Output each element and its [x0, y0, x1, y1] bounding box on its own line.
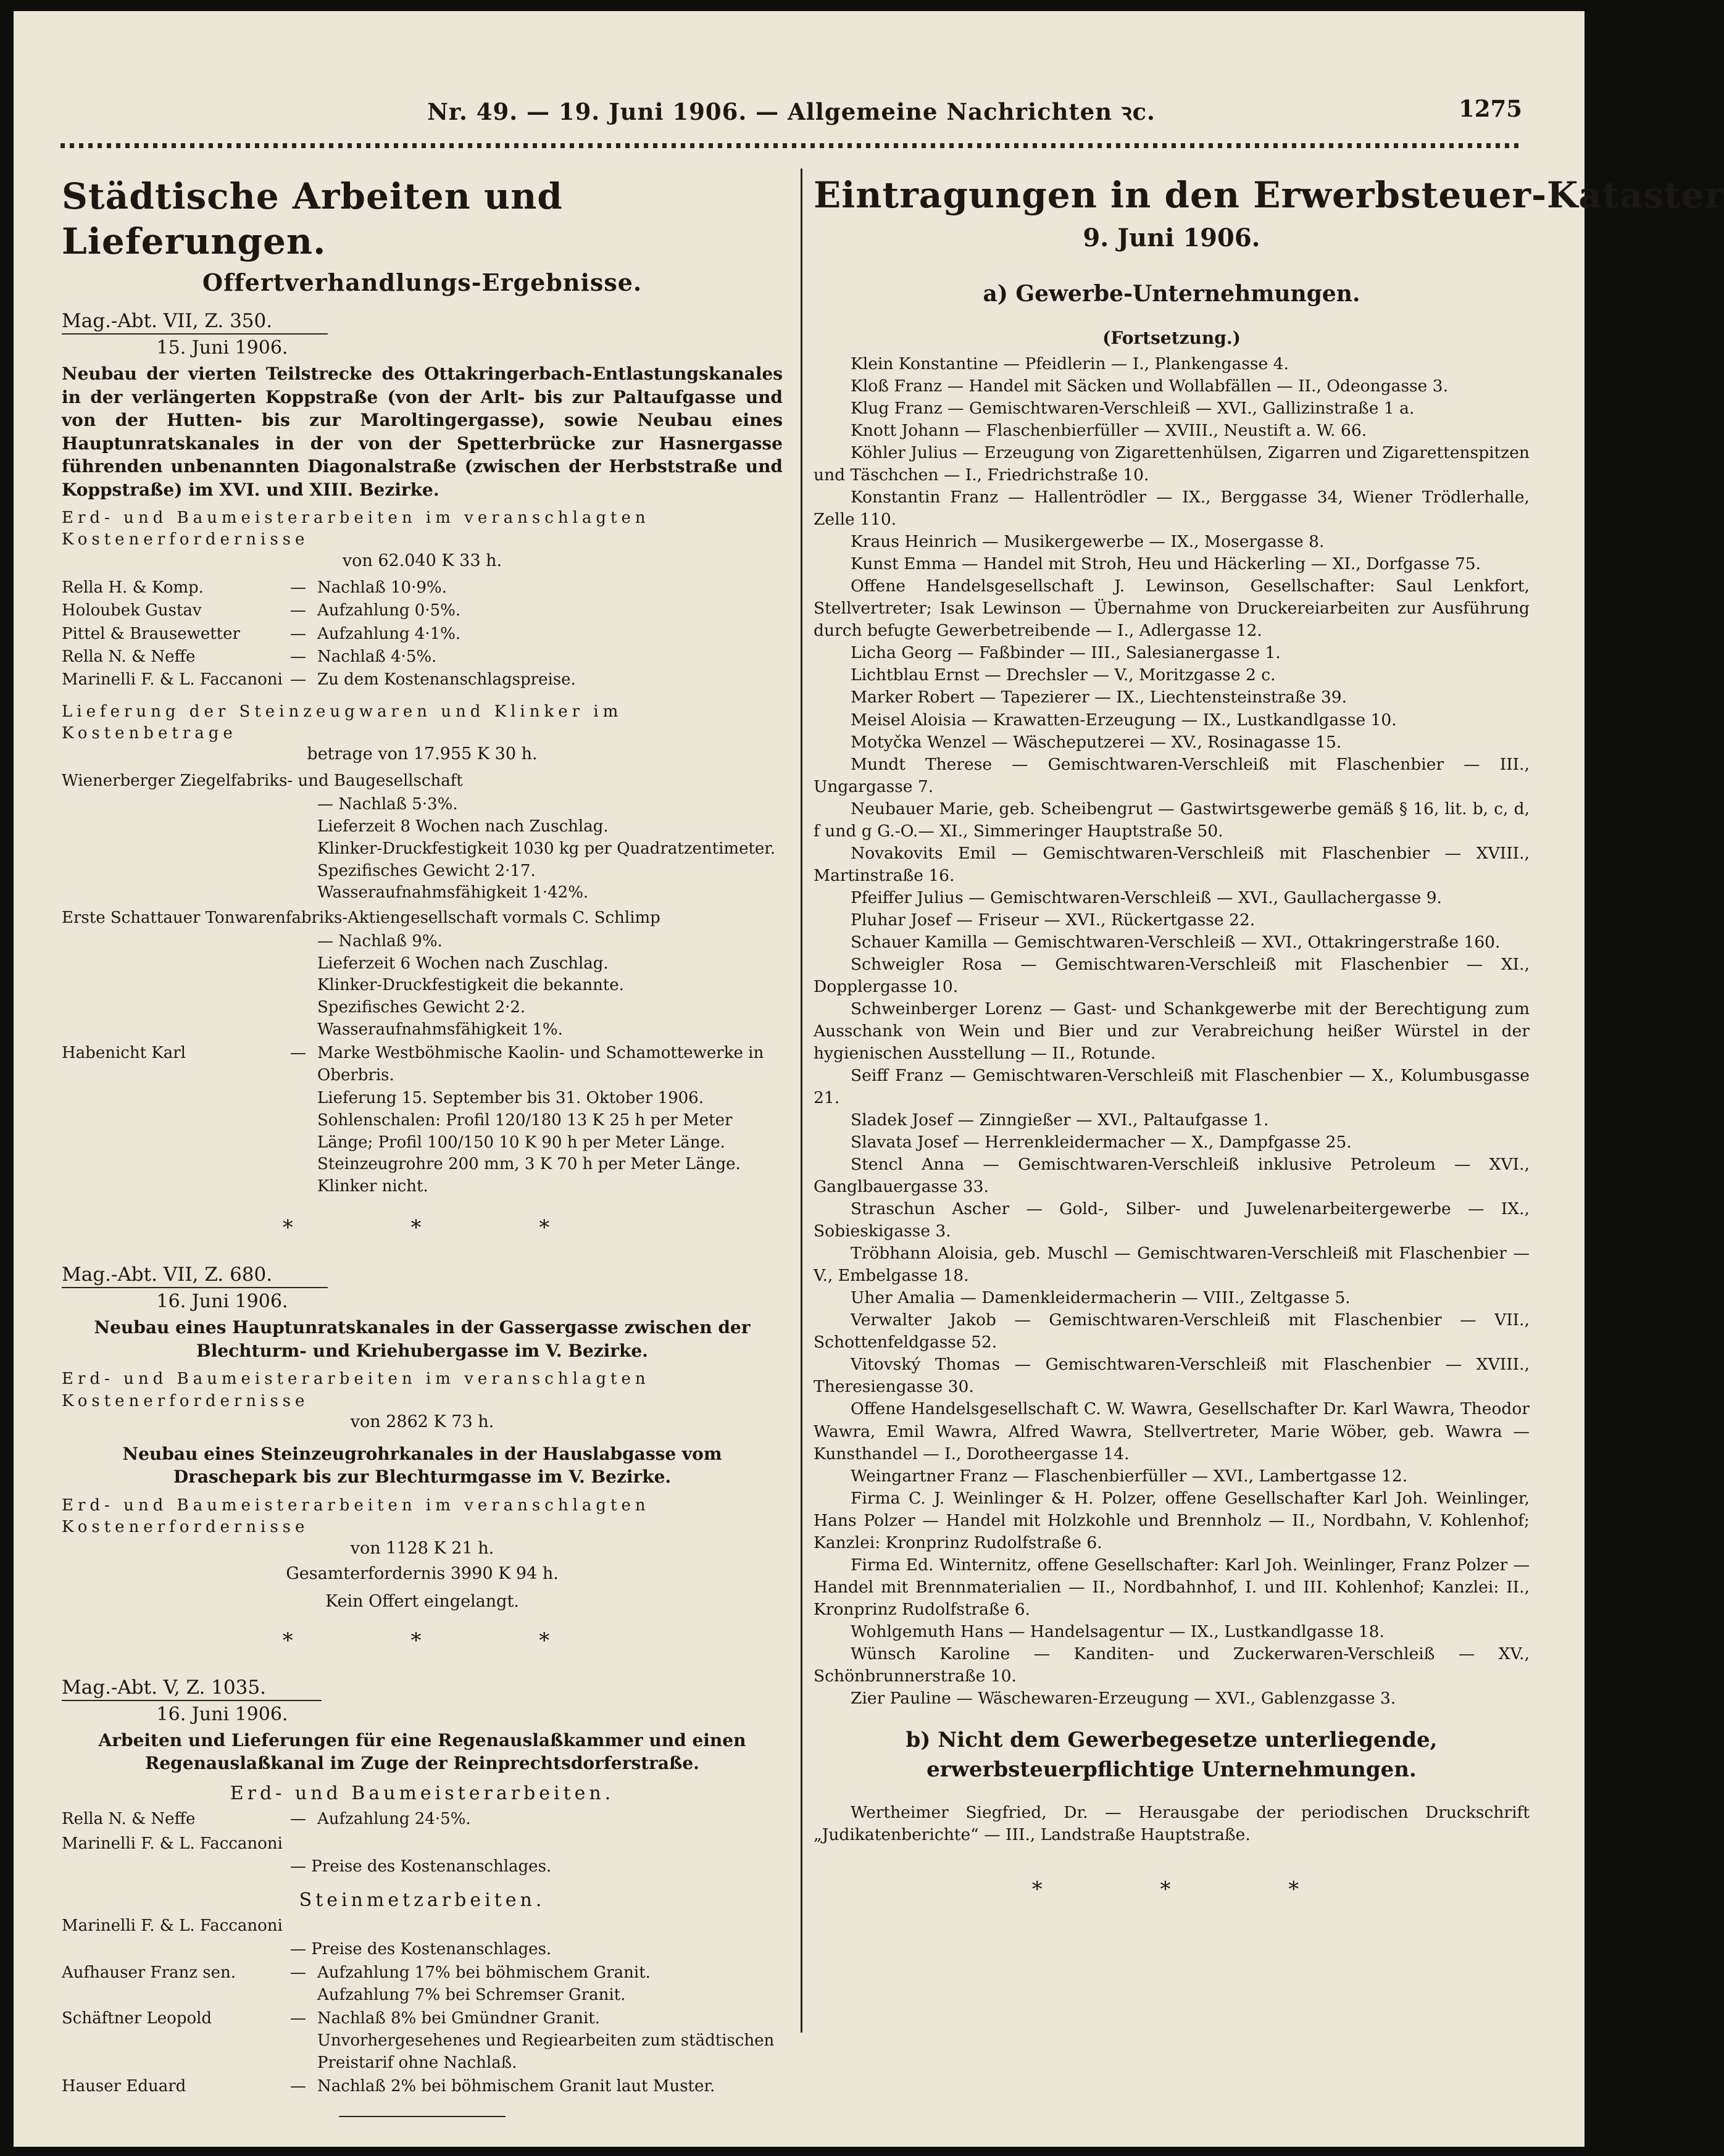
register-entry: Offene Handelsgesellschaft C. W. Wawra, Gesellschafter Dr. Karl Wawra, Theodor Wawra, Emil Wawra, Alfred Wawra, Stellvertreter, Marie Wöber, geb. Wawra — Kunsthandel — I., Dorotheergasse 14.: [814, 1399, 1530, 1463]
bidder-name: Hauser Eduard: [62, 2077, 186, 2096]
work-label: Erd- und Baumeisterarbeiten im veranschlagten Kostenerfordernisse: [62, 509, 650, 549]
dash: —: [290, 1044, 306, 1063]
register-entry: Verwalter Jakob — Gemischtwaren-Verschleiß mit Flaschenbier — VII., Schottenfeldgasse 52.: [814, 1310, 1530, 1352]
dash: —: [290, 601, 306, 620]
register-entry: Vitovský Thomas — Gemischtwaren-Verschleiß mit Flaschenbier — XVIII., Theresiengasse 30.: [814, 1355, 1530, 1397]
subsection-b-title: b) Nicht dem Gewerbegesetze unterliegende, erwerbsteuerpflichtige Unternehmungen.: [906, 1727, 1438, 1782]
register-entry: Firma Ed. Winternitz, offene Gesellschafter: Karl Joh. Weinlinger, Franz Polzer — Handel mit Brennmaterialien — II., Nordbahnhof, I. und III. Kohlenhof; Kanzlei: II., Kronprinz Rudolfstraße 6.: [814, 1555, 1530, 1619]
dash: —: [290, 647, 306, 666]
subsection-a-title: a) Gewerbe-Unternehmungen.: [983, 281, 1360, 307]
bidder-name: Marinelli F. & L. Faccanoni: [62, 1917, 283, 1936]
dash: —: [290, 1809, 306, 1828]
register-entry: Firma C. J. Weinlinger & H. Polzer, offene Gesellschafter Karl Joh. Weinlinger, Hans Polzer — Handel mit Holzkohle und Brennholz — II., Nordbahn, V. Kohlenhof; Kanzlei: Kronprinz Rudolfstraße 6.: [814, 1488, 1530, 1552]
bidder-result: Aufzahlung 24·5%.: [317, 1809, 471, 1828]
notice-heading: Neubau der vierten Teilstrecke des Ottakringerbach-Entlastungskanales in der verlängerten Koppstraße (von der Arlt- bis zur Paltaufgasse und von der Hutten- bis zur Maroltingergasse), sowie Neubau eines Hauptunratskanales in der von der Spetterbrücke zur Hasnergasse führenden unbenannten Diagonalstraße (zwischen der Herbststraße und Koppstraße) im XVI. und XIII. Bezirke.: [62, 364, 783, 500]
register-entry: Tröbhann Aloisia, geb. Muschl — Gemischtwaren-Verschleiß mit Flaschenbier — V., Embelgasse 18.: [814, 1244, 1530, 1286]
register-entry: Neubauer Marie, geb. Scheibengrut — Gastwirtsgewerbe gemäß § 16, lit. b, c, d, f und g G.-O.— XI., Simmeringer Hauptstraße 50.: [814, 799, 1530, 841]
register-entry: Licha Georg — Faßbinder — III., Salesianergasse 1.: [851, 643, 1281, 663]
page-header: [60, 95, 1522, 135]
bidder-row: [62, 576, 783, 599]
bidder-name: Rella N. & Neffe: [62, 1809, 196, 1828]
bidder-details: [62, 794, 783, 904]
bidder-detail: Wasseraufnahmsfähigkeit 1%.: [317, 1020, 563, 1039]
register-entry: Weingartner Franz — Flaschenbierfüller — XVI., Lambertgasse 12.: [851, 1466, 1408, 1486]
continuation-note: (Fortsetzung.): [1102, 328, 1241, 348]
bidder-result: Nachlaß 4·5%.: [317, 647, 437, 666]
work-label: Erd- und Baumeisterarbeiten im veranschlagten Kostenerfordernisse: [62, 1370, 650, 1410]
dash: —: [290, 1963, 306, 1982]
left-subtitle: Offertverhandlungs-Ergebnisse.: [202, 268, 643, 296]
bidder-detail: Lieferung 15. September bis 31. Oktober 1906.: [317, 1088, 704, 1107]
register-entry: Pfeiffer Julius — Gemischtwaren-Verschleiß — XVI., Gaullachergasse 9.: [851, 888, 1442, 907]
dash: —: [290, 2077, 306, 2096]
bidder-result: Nachlaß 8% bei Gmündner Granit.: [317, 2008, 600, 2028]
notice-reference: Mag.-Abt. V, Z. 1035.: [62, 1676, 322, 1701]
bidder-name: Holoubek Gustav: [62, 601, 202, 620]
bidder-row: [62, 2075, 783, 2097]
register-entry: Straschun Ascher — Gold-, Silber- und Juwelenarbeitergewerbe — IX., Sobieskigasse 3.: [814, 1199, 1530, 1241]
work-cost: betrage von 17.955 K 30 h.: [307, 744, 538, 764]
bidder-result: Zu dem Kostenanschlagspreise.: [317, 670, 576, 689]
register-entries-b: [814, 1802, 1530, 1846]
bidder-row: [62, 599, 783, 622]
no-offer-note: Kein Offert eingelangt.: [325, 1591, 519, 1611]
register-entry: Konstantin Franz — Hallentrödler — IX., Berggasse 34, Wiener Trödlerhalle, Zelle 110.: [814, 488, 1530, 530]
bidder-name: Rella N. & Neffe: [62, 647, 196, 666]
bidder-detail: — Nachlaß 9%.: [317, 931, 443, 951]
notice-date: 16. Juni 1906.: [156, 1703, 288, 1725]
column-divider: [801, 169, 802, 2033]
bidder-result: Marke Westböhmische Kaolin- und Schamottewerke in Oberbris.: [317, 1044, 764, 1085]
work-cost: von 2862 K 73 h.: [350, 1412, 494, 1431]
notice-heading: Arbeiten und Lieferungen für eine Regenauslaßkammer und einen Regenauslaßkanal im Zuge der Reinprechtsdorferstraße.: [98, 1729, 746, 1774]
register-entry: Wünsch Karoline — Kanditen- und Zuckerwaren-Verschleiß — XV., Schönbrunnerstraße 10.: [814, 1644, 1530, 1686]
bidder-detail: Sohlenschalen: Profil 120/180 13 K 25 h per Meter Länge; Profil 100/150 10 K 90 h per Meter Länge.: [317, 1110, 733, 1152]
notice-date: 15. Juni 1906.: [156, 337, 288, 359]
bidder-detail: Aufzahlung 7% bei Schremser Granit.: [317, 1986, 626, 2005]
header-title: Nr. 49. — 19. Juni 1906. — Allgemeine Nachrichten ꝛc.: [427, 98, 1156, 125]
register-entry: Zier Pauline — Wäschewaren-Erzeugung — XVI., Gablenzgasse 3.: [851, 1688, 1396, 1708]
register-entry: Marker Robert — Tapezierer — IX., Liechtensteinstraße 39.: [851, 688, 1347, 707]
dash: —: [290, 578, 306, 597]
total-cost: Gesamterfordernis 3990 K 94 h.: [286, 1563, 559, 1583]
work-label: Erd- und Baumeisterarbeiten im veranschlagten Kostenerfordernisse: [62, 1496, 650, 1537]
bidder-list: [62, 1808, 783, 1879]
bidder-detail: Klinker-Druckfestigkeit die bekannte.: [317, 976, 624, 995]
bidder-name: Pittel & Brausewetter: [62, 624, 240, 643]
bidder-row: [62, 623, 783, 645]
register-entry: Seiff Franz — Gemischtwaren-Verschleiß mit Flaschenbier — X., Kolumbusgasse 21.: [814, 1066, 1530, 1108]
bidder-result: — Preise des Kostenanschlages.: [290, 1939, 552, 1958]
bidder-result: Aufzahlung 0·5%.: [317, 601, 461, 620]
register-entry: Pluhar Josef — Friseur — XVI., Rückertgasse 22.: [851, 910, 1256, 930]
bidder-list: [62, 576, 783, 691]
notice-heading: Neubau eines Hauptunratskanales in der Gassergasse zwischen der Blechturm- und Kriehubergasse im V. Bezirke.: [94, 1317, 751, 1361]
register-entry: Schweinberger Lorenz — Gast- und Schankgewerbe mit der Berechtigung zum Ausschank von Wein und Bier und zur Verabreichung heißer Würstel in der hygienischen Ausstellung — II., Rotunde.: [814, 999, 1530, 1063]
bidder-detail: Klinker-Druckfestigkeit 1030 kg per Quadratzentimeter.: [317, 839, 776, 858]
register-entries: [814, 353, 1530, 1710]
notice-date: 16. Juni 1906.: [156, 1291, 288, 1313]
bidder-list: [62, 1915, 783, 2097]
notice-680: [62, 1259, 783, 1611]
work-cost: von 1128 K 21 h.: [350, 1538, 494, 1558]
bidder-detail: Steinzeugrohre 200 mm, 3 K 70 h per Meter Länge.: [317, 1155, 741, 1174]
register-entry: Motyčka Wenzel — Wäscheputzerei — XV., Rosinagasse 15.: [851, 732, 1342, 752]
register-entry: Schauer Kamilla — Gemischtwaren-Verschleiß — XVI., Ottakringerstraße 160.: [851, 932, 1501, 952]
separator-stars: * * *: [282, 1215, 606, 1241]
notice-reference: Mag.-Abt. VII, Z. 680.: [62, 1263, 328, 1288]
register-entry: Wohlgemuth Hans — Handelsagentur — IX., Lustkandlgasse 18.: [851, 1621, 1385, 1641]
dash: —: [290, 624, 306, 643]
bidder-detail: Lieferzeit 8 Wochen nach Zuschlag.: [317, 817, 609, 836]
register-entry: Offene Handelsgesellschaft J. Lewinson, Gesellschafter: Saul Lenkfort, Stellvertreter; Isak Lewinson — Übernahme von Druckereiarbeiten zur Ausführung durch befugte Gewerbetreibende — I., Adlergasse 12.: [814, 576, 1530, 641]
register-entry: Uher Amalia — Damenkleidermacherin — VIII., Zeltgasse 5.: [851, 1288, 1351, 1308]
newspaper-page: [14, 11, 1724, 2147]
register-entry: Kunst Emma — Handel mit Stroh, Heu und Häckerling — XI., Dorfgasse 75.: [851, 554, 1481, 574]
bidder-row: [62, 1808, 783, 1830]
register-entry: Knott Johann — Flaschenbierfüller — XVIII., Neustift a. W. 66.: [851, 421, 1367, 441]
separator-stars: * * *: [282, 1628, 606, 1653]
bidder-details: [62, 1088, 783, 1198]
bidder-row: [62, 2007, 783, 2029]
work-label: Steinmetzarbeiten.: [299, 1889, 546, 1912]
bidder-result: Aufzahlung 4·1%.: [317, 624, 461, 643]
dash: —: [290, 2008, 306, 2028]
notice-350: [62, 305, 783, 1198]
register-entry: Schweigler Rosa — Gemischtwaren-Verschleiß mit Flaschenbier — XI., Dopplergasse 10.: [814, 954, 1530, 996]
bidder-name: Aufhauser Franz sen.: [62, 1963, 236, 1982]
bidder-detail: Spezifisches Gewicht 2·17.: [317, 861, 536, 880]
bidder-row: [62, 646, 783, 668]
bidder-row: [62, 668, 783, 691]
notice-1035: [62, 1671, 783, 2098]
bidder-details: [62, 931, 783, 1041]
notice-reference: Mag.-Abt. VII, Z. 350.: [62, 310, 328, 335]
bidder-detail: Klinker nicht.: [317, 1177, 428, 1196]
bidder-name: Schäftner Leopold: [62, 2008, 212, 2028]
dash: —: [290, 670, 306, 689]
register-entry: Sladek Josef — Zinngießer — XVI., Paltaufgasse 1.: [851, 1110, 1269, 1130]
bidder-result: Nachlaß 10·9%.: [317, 578, 447, 597]
work-label: Erd- und Baumeisterarbeiten.: [230, 1782, 615, 1804]
bidder-result: Nachlaß 2% bei böhmischem Granit laut Muster.: [317, 2077, 715, 2096]
bidder-detail: Unvorhergesehenes und Regiearbeiten zum städtischen Preistarif ohne Nachlaß.: [317, 2031, 775, 2073]
bidder-name: Wienerberger Ziegelfabriks- und Baugesellschaft: [62, 772, 463, 791]
right-column: [814, 165, 1724, 2042]
notice-heading: Neubau eines Steinzeugrohrkanales in der Hauslabgasse vom Draschepark bis zur Blechturmgasse im V. Bezirke.: [122, 1443, 722, 1488]
bidder-result: — Preise des Kostenanschlages.: [290, 1857, 552, 1876]
bidder-name: Habenicht Karl: [62, 1044, 186, 1063]
bidder-name: Marinelli F. & L. Faccanoni: [62, 670, 283, 689]
register-entry: Klein Konstantine — Pfeidlerin — I., Plankengasse 4.: [851, 354, 1289, 373]
register-entry: Köhler Julius — Erzeugung von Zigarettenhülsen, Zigarren und Zigarettenspitzen und Täschchen — I., Friedrichstraße 10.: [814, 443, 1530, 485]
bidder-row: [62, 1042, 783, 1087]
register-entry: Meisel Aloisia — Krawatten-Erzeugung — IX., Lustkandlgasse 10.: [851, 710, 1397, 730]
bidder-result: Aufzahlung 17% bei böhmischem Granit.: [317, 1963, 651, 1982]
header-rule: [60, 143, 1522, 148]
separator-stars: * * *: [1031, 1877, 1355, 1902]
left-section-title: Städtische Arbeiten und Lieferungen.: [62, 175, 563, 262]
right-date: 9. Juni 1906.: [1083, 223, 1260, 252]
register-entry: Mundt Therese — Gemischtwaren-Verschleiß mit Flaschenbier — III., Ungargasse 7.: [814, 754, 1530, 796]
work-label: Lieferung der Steinzeugwaren und Klinker im Kostenbetrage: [62, 702, 623, 743]
register-entry: Stencl Anna — Gemischtwaren-Verschleiß inklusive Petroleum — XVI., Ganglbauergasse 33.: [814, 1155, 1530, 1197]
bidder-detail: Lieferzeit 6 Wochen nach Zuschlag.: [317, 954, 609, 973]
bidder-name: Rella H. & Komp.: [62, 578, 204, 597]
work-cost: von 62.040 K 33 h.: [342, 551, 502, 570]
right-section-title: Eintragungen in den Erwerbsteuer-Kataster: [814, 174, 1724, 216]
bidder-detail: Wasseraufnahmsfähigkeit 1·42%.: [317, 883, 589, 902]
end-rule: [339, 2116, 506, 2117]
register-entry: Kraus Heinrich — Musikergewerbe — IX., Mosergasse 8.: [851, 532, 1325, 552]
bidder-detail: Spezifisches Gewicht 2·2.: [317, 998, 526, 1017]
register-entry: Novakovits Emil — Gemischtwaren-Verschleiß mit Flaschenbier — XVIII., Martinstraße 16.: [814, 843, 1530, 885]
left-column: [62, 165, 783, 2096]
register-entry: Lichtblau Ernst — Drechsler — V., Moritzgasse 2 c.: [851, 665, 1276, 685]
register-entry: Klug Franz — Gemischtwaren-Verschleiß — XVI., Gallizinstraße 1 a.: [851, 399, 1415, 418]
register-entry: Kloß Franz — Handel mit Säcken und Wollabfällen — II., Odeongasse 3.: [851, 377, 1449, 396]
bidder-row: [62, 1962, 783, 1984]
page-number: 1275: [1459, 95, 1522, 122]
bidder-name: Marinelli F. & L. Faccanoni: [62, 1834, 283, 1854]
register-entry: Wertheimer Siegfried, Dr. — Herausgabe der periodischen Druckschrift „Judikatenberichte“ — III., Landstraße Hauptstraße.: [814, 1803, 1530, 1845]
bidder-detail: — Nachlaß 5·3%.: [317, 794, 458, 814]
register-entry: Slavata Josef — Herrenkleidermacher — X., Dampfgasse 25.: [851, 1133, 1352, 1152]
bidder-name: Erste Schattauer Tonwarenfabriks-Aktiengesellschaft vormals C. Schlimp: [62, 909, 660, 928]
